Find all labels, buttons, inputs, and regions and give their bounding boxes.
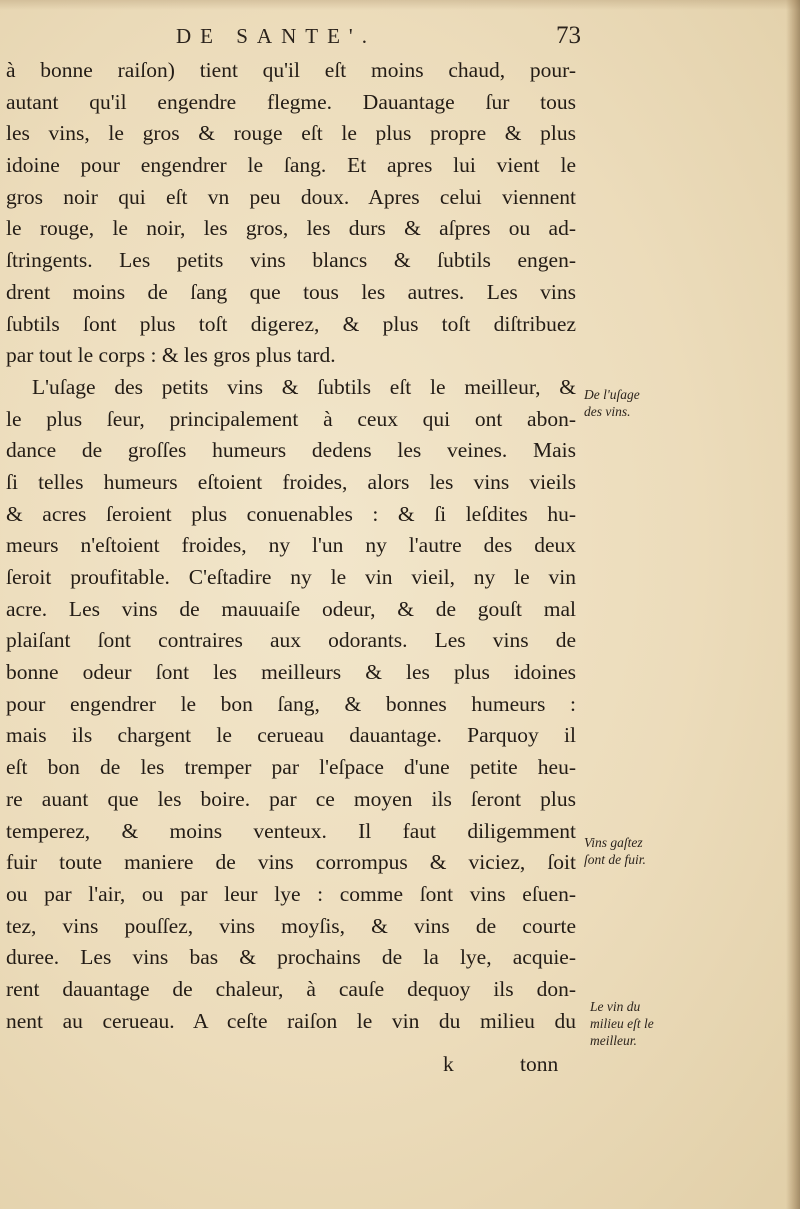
text-line: fuir toute maniere de vins corrompus & viciez, ſoit (6, 850, 576, 875)
text-line: ou par l'air, ou par leur lye : comme ſont vins eſuen- (6, 881, 576, 906)
text-line: bonne odeur ſont les meilleurs & les plus idoines (6, 660, 576, 685)
margin-note-line: Le vin du (590, 999, 641, 1014)
text-line: & acres ſeroient plus conuenables : & ſi leſdites hu- (6, 501, 576, 526)
running-title: DE SANTE'. (176, 24, 376, 48)
text-line: ſtringents. Les petits vins blancs & ſubtils engen- (6, 248, 576, 273)
margin-note-line: ſont de fuir. (584, 852, 646, 867)
text-line-paragraph-start: L'uſage des petits vins & ſubtils eſt le meilleur, & (32, 374, 576, 399)
text-line: idoine pour engendrer le ſang. Et apres lui vient le (6, 153, 576, 178)
text-line: le rouge, le noir, les gros, les durs & aſpres ou ad- (6, 216, 576, 241)
text-line: nent au cerueau. A ceſte raiſon le vin du milieu du (6, 1008, 576, 1033)
text-line: ſeroit proufitable. C'eſtadire ny le vin vieil, ny le vin (6, 565, 576, 589)
text-line: autant qu'il engendre flegme. Dauantage ſur tous (6, 89, 576, 114)
text-line: tez, vins pouſſez, vins moyſis, & vins de courte (6, 913, 576, 938)
text-line: pour engendrer le bon ſang, & bonnes humeurs : (6, 691, 576, 716)
margin-note-line: meilleur. (590, 1033, 637, 1048)
body-text (6, 55, 576, 1037)
margin-note-middle-wine (590, 998, 700, 1049)
margin-note-usage (584, 386, 694, 420)
text-line: temperez, & moins venteux. Il faut diligemment (6, 818, 576, 843)
page-edge-top (0, 0, 800, 10)
margin-note-line: milieu eſt le (590, 1016, 654, 1031)
text-line: acre. Les vins de mauuaiſe odeur, & de gouſt mal (6, 596, 576, 621)
text-line: eſt bon de les tremper par l'eſpace d'une petite heu- (6, 755, 576, 780)
text-line: dance de groſſes humeurs dedens les veines. Mais (6, 438, 576, 463)
page-footer (6, 1052, 576, 1082)
text-line: duree. Les vins bas & prochains de la lye, acquie- (6, 945, 576, 970)
text-line: par tout le corps : & les gros plus tard. (6, 343, 336, 368)
text-line: le plus ſeur, principalement à ceux qui ont abon- (6, 406, 576, 431)
margin-note-line: De l'uſage (584, 387, 640, 402)
text-line: rent dauantage de chaleur, à cauſe dequoy ils don- (6, 976, 576, 1001)
margin-note-spoiled-wines (584, 834, 694, 868)
catchword: tonn (520, 1052, 559, 1076)
text-line: les vins, le gros & rouge eſt le plus propre & plus (6, 121, 576, 146)
text-line: re auant que les boire. par ce moyen ils ſeront plus (6, 786, 576, 811)
text-line: ſi telles humeurs eſtoient froides, alors les vins vieils (6, 469, 576, 494)
margin-note-line: des vins. (584, 404, 631, 419)
text-line: à bonne raiſon) tient qu'il eſt moins chaud, pour- (6, 58, 576, 82)
text-line: meurs n'eſtoient froides, ny l'un ny l'autre des deux (6, 533, 576, 558)
text-line: plaiſant ſont contraires aux odorants. Les vins de (6, 628, 576, 653)
margin-note-line: Vins gaſtez (584, 835, 643, 850)
text-line: gros noir qui eſt vn peu doux. Apres celui viennent (6, 184, 576, 209)
page-edge-right (786, 0, 800, 1209)
text-line: ſubtils ſont plus toſt digerez, & plus toſt diſtribuez (6, 311, 576, 336)
text-line: drent moins de ſang que tous les autres. Les vins (6, 279, 576, 304)
text-line: mais ils chargent le cerueau dauantage. Parquoy il (6, 723, 576, 748)
signature-mark: k (443, 1052, 454, 1076)
page-number: 73 (556, 22, 581, 49)
